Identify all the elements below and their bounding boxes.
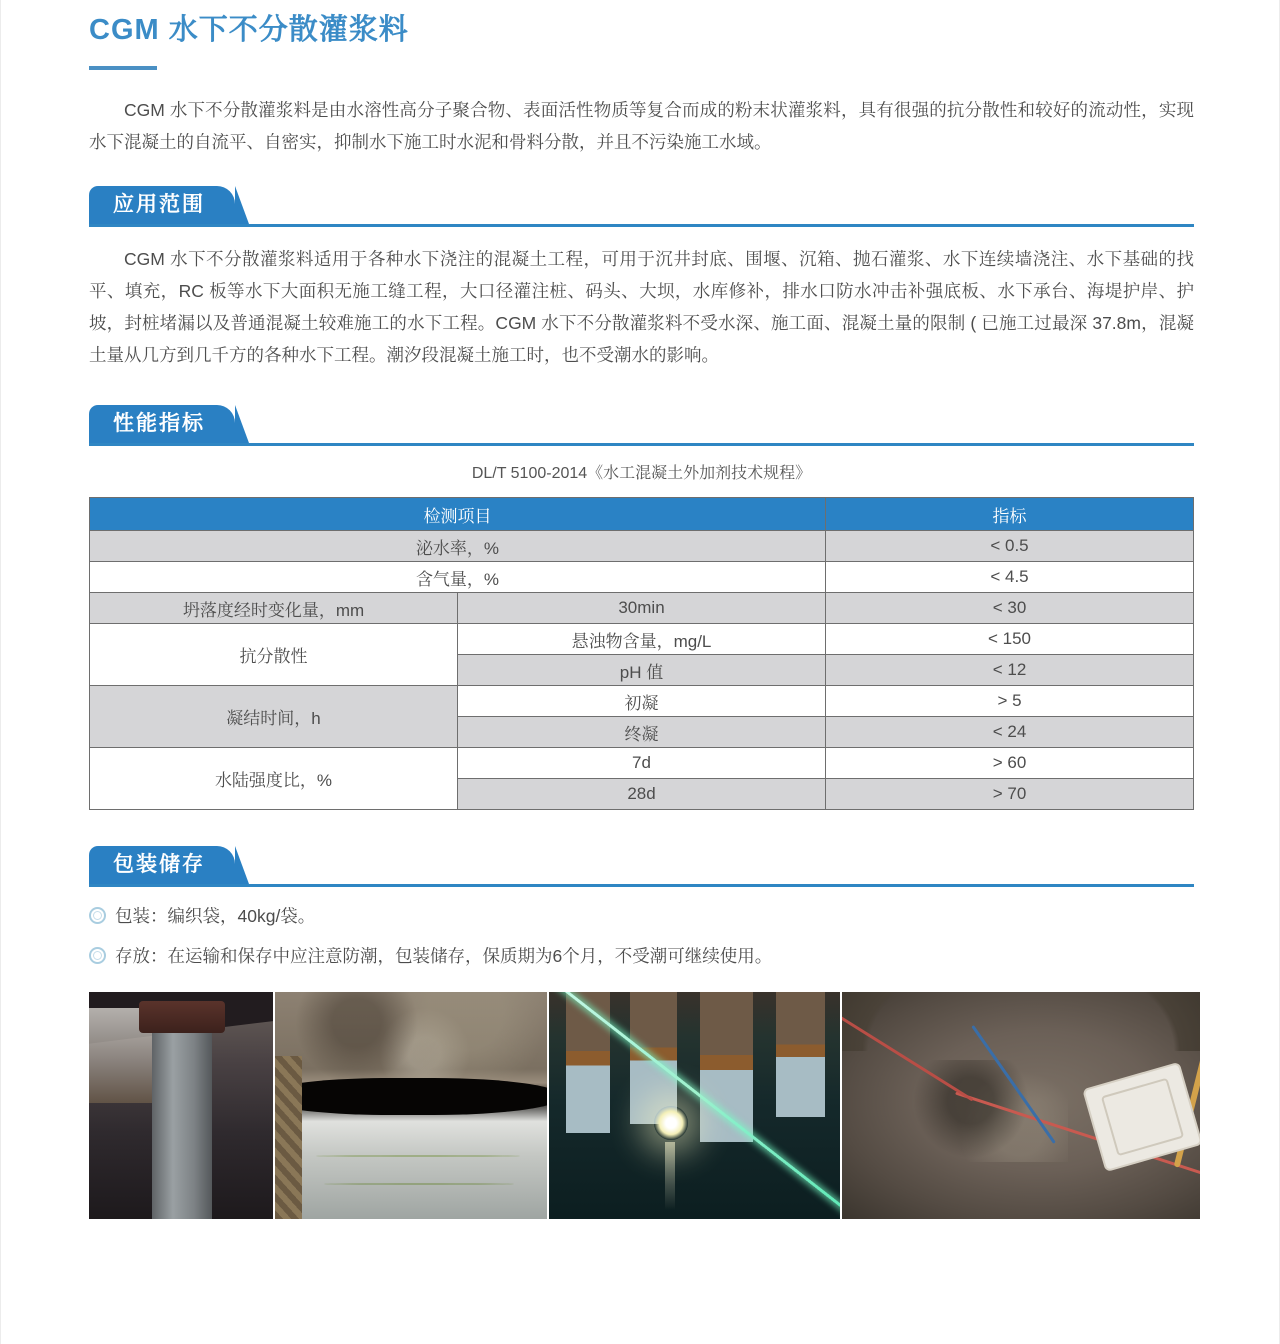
performance-table	[89, 497, 1194, 810]
table-cell-value: < 30	[826, 593, 1194, 624]
project-photo-strip	[89, 992, 1194, 1219]
packaging-bullet-list	[89, 903, 1194, 968]
bridge-pier-repair-photo	[89, 992, 273, 1219]
table-cell-value: < 4.5	[826, 562, 1194, 593]
table-row	[90, 531, 1194, 562]
table-cell-value: < 150	[826, 624, 1194, 655]
table-row	[90, 748, 1194, 779]
section-divider-line	[89, 884, 1194, 887]
muddy-caisson-top-view-photo	[842, 992, 1200, 1219]
table-cell-sub: 30min	[458, 593, 826, 624]
photo-detail	[275, 1078, 547, 1114]
page-title: CGM 水下不分散灌浆料	[89, 14, 409, 46]
table-cell-value: > 5	[826, 686, 1194, 717]
section-tab-application	[89, 186, 235, 224]
title-underline	[89, 66, 157, 70]
photo-detail	[152, 1022, 213, 1219]
photo-detail	[842, 992, 1200, 1051]
section-tab-packaging	[89, 846, 235, 884]
section-tab-performance	[89, 405, 235, 443]
table-cell-sub: 28d	[458, 779, 826, 810]
bullet-text: 存放：在运输和保存中应注意防潮，包装储存，保质期为6个月，不受潮可继续使用。	[115, 946, 773, 966]
section-performance-header	[89, 405, 1194, 446]
table-cell-value: < 0.5	[826, 531, 1194, 562]
underwater-piles-night-photo	[549, 992, 840, 1219]
table-row	[90, 686, 1194, 717]
table-cell-group: 水陆强度比，%	[90, 748, 458, 810]
photo-detail	[654, 1106, 688, 1140]
table-row	[90, 593, 1194, 624]
table-cell-label: 坍落度经时变化量，mm	[90, 593, 458, 624]
photo-detail	[324, 1183, 514, 1185]
section-application-header	[89, 186, 1194, 227]
table-cell-value: > 70	[826, 779, 1194, 810]
table-header-row	[90, 498, 1194, 531]
section-packaging-header	[89, 846, 1194, 887]
application-paragraph: CGM 水下不分散灌浆料适用于各种水下浇注的混凝土工程，可用于沉井封底、围堰、沉箱、抛石灌浆、水下连续墙浇注、水下基础的找平、填充，RC 板等水下大面积无施工缝工程，大口径灌注桩、码头、大坝，水库修补，排水口防水冲击补强底板、水下承台、海堤护岸、护坡，封桩堵漏以及普通混凝土较难施工的水下工程。CGM 水下不分散灌浆料不受水深、施工面、混凝土量的限制 ( 已施工过最深 37.8m，混凝土量从几方到几千方的各种水下工程。潮汐段混凝土施工时，也不受潮水的影响。	[89, 249, 1194, 365]
table-cell-label: 含气量，%	[90, 562, 826, 593]
table-cell-value: < 12	[826, 655, 1194, 686]
photo-detail	[665, 1142, 675, 1210]
section-tab-performance-label: 性能指标	[113, 412, 205, 435]
photo-detail	[566, 992, 610, 1133]
table-cell-label: 泌水率，%	[90, 531, 826, 562]
table-cell-group: 凝结时间，h	[90, 686, 458, 748]
standard-reference: DL/T 5100-2014《水工混凝土外加剂技术规程》	[471, 465, 812, 482]
bullet-text: 包装：编织袋，40kg/袋。	[115, 906, 316, 926]
table-cell-value: > 60	[826, 748, 1194, 779]
table-cell-sub: 7d	[458, 748, 826, 779]
table-header-item: 检测项目	[90, 498, 826, 531]
table-row	[90, 624, 1194, 655]
ring-bullet-icon	[89, 907, 106, 924]
list-item	[89, 943, 1194, 968]
section-tab-application-label: 应用范围	[113, 193, 205, 216]
photo-detail	[316, 1155, 520, 1157]
table-cell-sub: 初凝	[458, 686, 826, 717]
concrete-pier-closeup-photo	[275, 992, 547, 1219]
table-row	[90, 562, 1194, 593]
table-cell-value: < 24	[826, 717, 1194, 748]
photo-detail	[139, 1001, 225, 1033]
ring-bullet-icon	[89, 947, 106, 964]
section-divider-line	[89, 224, 1194, 227]
list-item	[89, 903, 1194, 928]
table-cell-sub: 终凝	[458, 717, 826, 748]
section-tab-packaging-label: 包装储存	[113, 853, 205, 876]
photo-detail	[776, 992, 825, 1117]
photo-detail	[700, 992, 752, 1142]
table-cell-sub: pH 值	[458, 655, 826, 686]
table-cell-sub: 悬浊物含量，mg/L	[458, 624, 826, 655]
table-cell-group: 抗分散性	[90, 624, 458, 686]
intro-paragraph: CGM 水下不分散灌浆料是由水溶性高分子聚合物、表面活性物质等复合而成的粉末状灌浆料，具有很强的抗分散性和较好的流动性，实现水下混凝土的自流平、自密实，抑制水下施工时水泥和骨料分散，并且不污染施工水域。	[89, 100, 1194, 152]
photo-detail	[275, 1056, 302, 1219]
section-divider-line	[89, 443, 1194, 446]
table-header-index: 指标	[826, 498, 1194, 531]
